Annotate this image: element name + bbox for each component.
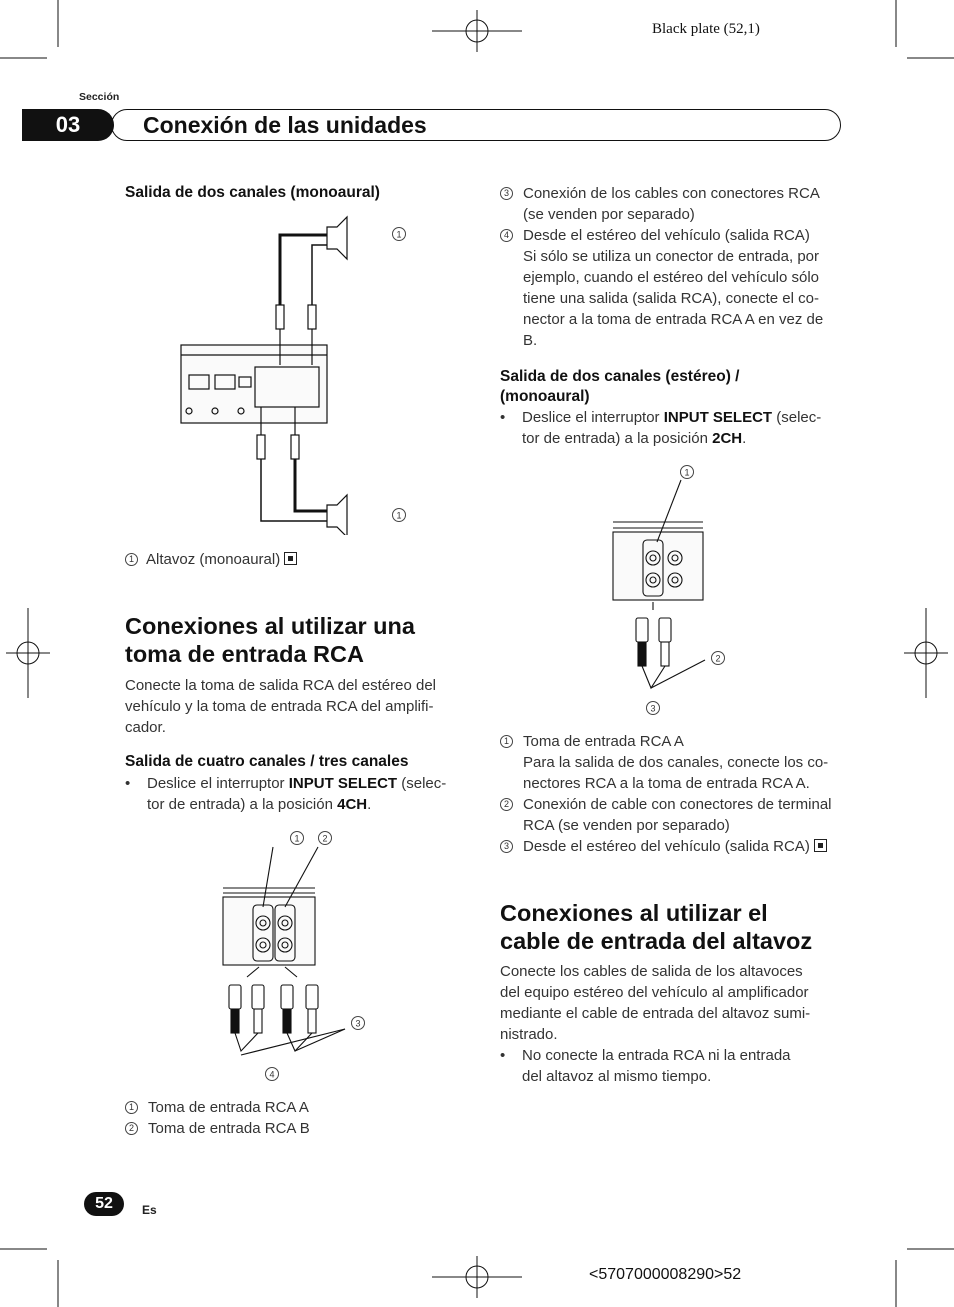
- list-item: 3 Desde el estéreo del vehículo (salida RCA): [500, 836, 845, 857]
- list-item: 3 Conexión de los cables con conectores RCA (se venden por separado): [500, 183, 845, 225]
- legend-list-rca: [125, 1097, 310, 1139]
- callout-1: 1: [684, 467, 690, 478]
- end-mark-icon: [814, 839, 827, 852]
- heading-speaker-input: Conexiones al utilizar el cable de entrada del altavoz: [500, 900, 813, 954]
- bullet-no-connect: • No conecte la entrada RCA ni la entrada del altavoz al mismo tiempo.: [500, 1047, 791, 1085]
- list-item: 4 Desde el estéreo del vehículo (salida RCA) Si sólo se utiliza un conector de entrada, por ejemplo, cuando el estéreo del vehículo sólo tiene una salida (salida RCA), conecte el co- nector a la toma de entrada RCA A en vez de B.: [500, 225, 845, 351]
- page-number: 52: [84, 1192, 124, 1216]
- section-number: 03: [22, 109, 114, 141]
- list-item: 1 Toma de entrada RCA A: [125, 1097, 310, 1118]
- list-item: 2 Toma de entrada RCA B: [125, 1118, 310, 1139]
- heading-rca-input: Conexiones al utilizar una toma de entrada RCA: [125, 613, 415, 667]
- callout-4: 4: [269, 1069, 275, 1080]
- diagram-two-channel: [605, 460, 730, 720]
- callout-rca-b: 2: [322, 833, 328, 844]
- callout-1-bottom: 1: [396, 510, 402, 521]
- legend-text: Altavoz (monoaural): [146, 551, 281, 568]
- subheading-two-channel-stereo: Salida de dos canales (estéreo) / (monoaural): [500, 368, 740, 405]
- legend-altavoz: [125, 549, 297, 570]
- bullet-input-select-4ch: • Deslice el interruptor INPUT SELECT (selec- tor de entrada) a la posición 4CH.: [125, 775, 447, 813]
- diagram-four-channel: [215, 825, 375, 1090]
- list-item: 2 Conexión de cable con conectores de terminal RCA (se venden por separado): [500, 794, 845, 836]
- section-title: Conexión de las unidades: [143, 112, 427, 138]
- end-mark-icon: [284, 552, 297, 565]
- black-plate-label: Black plate (52,1): [652, 21, 760, 37]
- callout-2: 2: [715, 653, 721, 664]
- document-code: <5707000008290>52: [589, 1266, 742, 1283]
- list-item: 1 Toma de entrada RCA A Para la salida de dos canales, conecte los co- nectores RCA a la toma de entrada RCA A.: [500, 731, 845, 794]
- legend-list-2ch: [500, 731, 845, 857]
- language-code: Es: [142, 1203, 157, 1217]
- list-cables-rca: [500, 183, 845, 351]
- section-label: Sección: [79, 91, 120, 103]
- callout-rca-a: 1: [294, 833, 300, 844]
- callout-1-top: 1: [396, 229, 402, 240]
- diagram-two-channel-mono: [175, 215, 415, 535]
- paragraph-speaker: Conecte los cables de salida de los altavoces del equipo estéreo del vehículo al amplificador mediante el cable de entrada del altavoz sumi- nistrado. • No conecte la entrada RCA ni la entrada del altavoz al mismo tiempo.: [500, 961, 845, 1087]
- callout-3: 3: [650, 703, 656, 714]
- paragraph-rca: Conecte la toma de salida RCA del estéreo del vehículo y la toma de entrada RCA del amplifi- cador.: [125, 677, 437, 736]
- subheading-four-three-channel: Salida de cuatro canales / tres canales: [125, 753, 409, 770]
- legend-number: 1: [125, 553, 138, 566]
- bullet-input-select-2ch: • Deslice el interruptor INPUT SELECT (selec- tor de entrada) a la posición 2CH.: [500, 409, 822, 447]
- subheading-two-channel-mono: Salida de dos canales (monoaural): [125, 184, 380, 201]
- callout-3: 3: [355, 1018, 361, 1029]
